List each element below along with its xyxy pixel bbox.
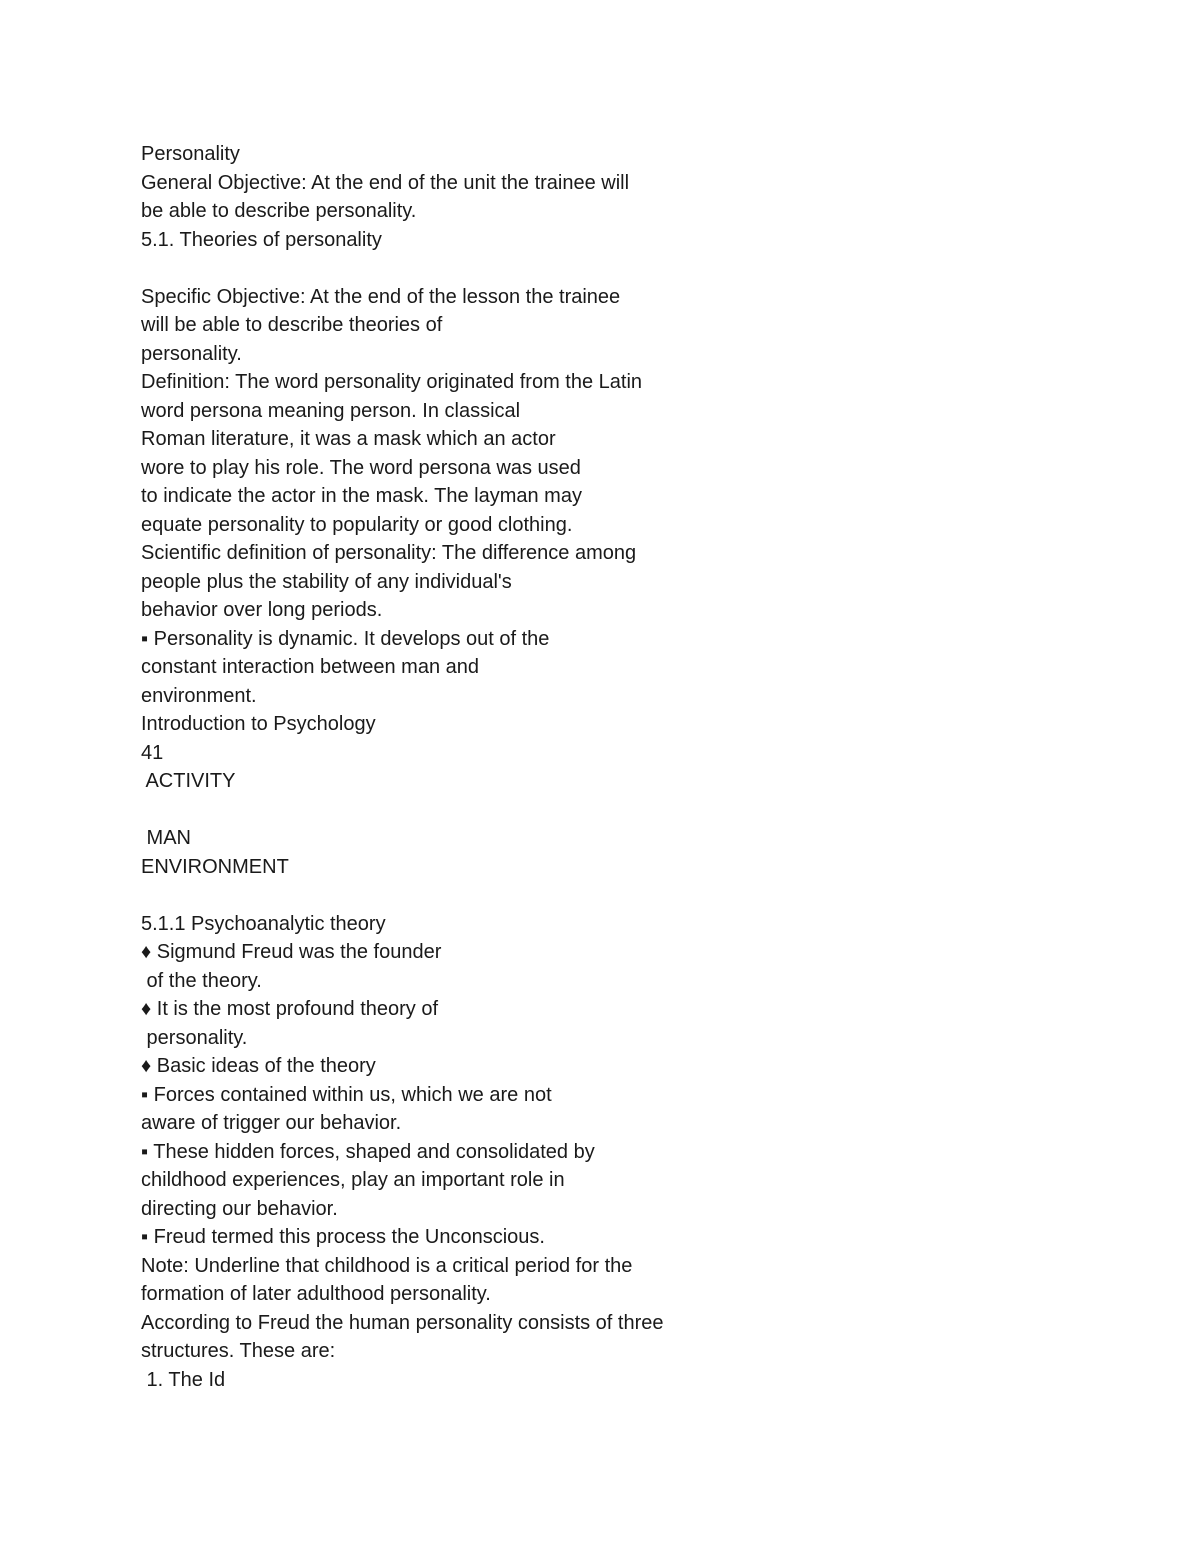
text-line: people plus the stability of any individual's <box>141 570 512 593</box>
section-heading: 5.1. Theories of personality <box>141 228 382 251</box>
bullet-line: ♦ It is the most profound theory of <box>141 998 439 1020</box>
text-line: wore to play his role. The word persona was used <box>141 456 581 479</box>
text-line: According to Freud the human personality consists of three <box>141 1311 664 1334</box>
list-item: 1. The Id <box>141 1368 226 1391</box>
bullet-line: ▪ Personality is dynamic. It develops out of the <box>141 627 550 650</box>
page-number: 41 <box>141 741 164 764</box>
section-heading: 5.1.1 Psychoanalytic theory <box>141 912 386 935</box>
text-line: Definition: The word personality originated from the Latin <box>141 371 643 393</box>
blank-line <box>141 796 1101 825</box>
text-line: Roman literature, it was a mask which an actor <box>141 428 556 450</box>
diagram-label-environment: ENVIRONMENT <box>141 855 289 878</box>
text-line: aware of trigger our behavior. <box>141 1112 402 1134</box>
text-line: word persona meaning person. In classical <box>141 399 521 422</box>
text-line: equate personality to popularity or good clothing. <box>141 513 573 536</box>
bullet-line: ♦ Sigmund Freud was the founder <box>141 941 442 963</box>
bullet-line: ♦ Basic ideas of the theory <box>141 1055 376 1077</box>
text-line: be able to describe personality. <box>141 200 417 222</box>
text-line: structures. These are: <box>141 1340 336 1362</box>
bullet-line: ▪ These hidden forces, shaped and consolidated by <box>141 1140 595 1163</box>
note-line: Note: Underline that childhood is a critical period for the <box>141 1254 633 1277</box>
text-line: directing our behavior. <box>141 1197 338 1220</box>
text-line: childhood experiences, play an important role in <box>141 1169 565 1191</box>
text-line: Scientific definition of personality: The difference among <box>141 542 637 564</box>
title-line: Personality <box>141 143 240 165</box>
text-line: environment. <box>141 684 257 707</box>
document-text <box>141 140 1101 1394</box>
diagram-label-activity: ACTIVITY <box>141 770 236 792</box>
running-header: Introduction to Psychology <box>141 713 376 735</box>
text-line: behavior over long periods. <box>141 599 383 621</box>
text-line: constant interaction between man and <box>141 656 479 678</box>
text-line: personality. <box>141 342 242 365</box>
blank-line <box>141 254 1101 283</box>
text-line: formation of later adulthood personality. <box>141 1283 491 1305</box>
text-line: personality. <box>141 1026 248 1049</box>
bullet-line: ▪ Freud termed this process the Unconscious. <box>141 1226 545 1248</box>
text-line: Specific Objective: At the end of the lesson the trainee <box>141 285 621 308</box>
text-line: General Objective: At the end of the unit the trainee will <box>141 171 630 194</box>
blank-line <box>141 881 1101 910</box>
bullet-line: ▪ Forces contained within us, which we are not <box>141 1083 552 1106</box>
text-line: of the theory. <box>141 969 262 992</box>
text-line: will be able to describe theories of <box>141 314 443 336</box>
text-line: to indicate the actor in the mask. The layman may <box>141 485 582 507</box>
diagram-label-man: MAN <box>141 827 191 849</box>
